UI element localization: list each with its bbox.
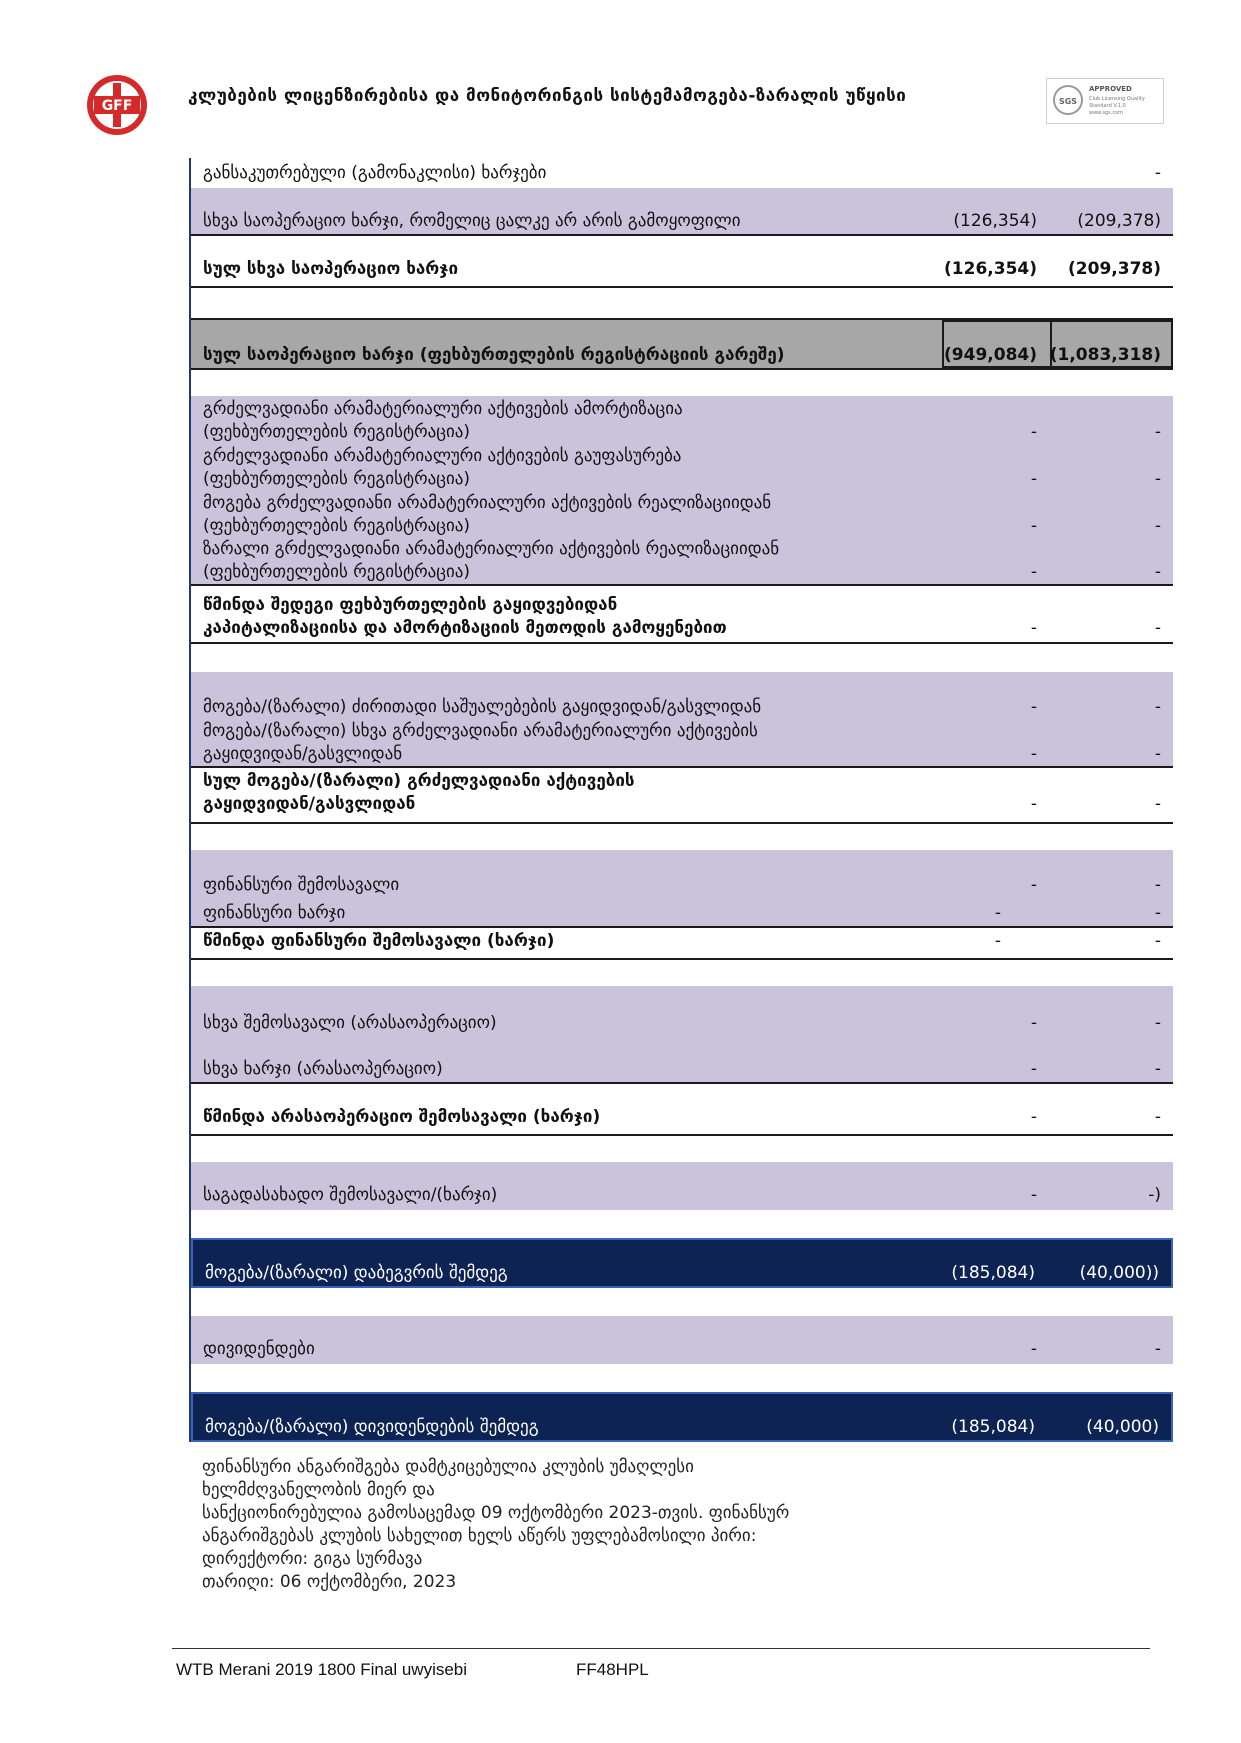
value-prev: (1,083,318) bbox=[1049, 345, 1161, 365]
gff-logo bbox=[86, 74, 148, 136]
row-label: წმინდა ფინანსური შემოსავალი (ხარჯი) bbox=[203, 931, 555, 951]
value-current: (185,084) bbox=[951, 1417, 1035, 1437]
row-label: (ფეხბურთელების რეგისტრაცია) bbox=[203, 469, 471, 489]
value-current: - bbox=[1030, 794, 1037, 814]
sgs-approval-badge bbox=[1046, 78, 1164, 124]
note-line: სანქციონირებულია გამოსაცემად 09 ოქტომბერი 2023-თვის. ფინანსურ bbox=[202, 1503, 790, 1523]
intangible-assets-block bbox=[191, 396, 1173, 584]
document-title: კლუბების ლიცენზირებისა და მონიტორინგის სისტემამოგება-ზარალის უწყისი bbox=[188, 86, 907, 106]
row-label: წმინდა არასაოპერაციო შემოსავალი (ხარჯი) bbox=[203, 1107, 601, 1127]
sgs-detail-line: Club Licensing Quality bbox=[1089, 96, 1145, 102]
row-label: დივიდენდები bbox=[203, 1339, 315, 1359]
row-divider bbox=[191, 642, 1173, 644]
value-prev: - bbox=[1154, 469, 1161, 489]
note-line: ანგარიშგებას კლუბის სახელით ხელს აწერს უფლებამოსილი პირი: bbox=[202, 1526, 757, 1546]
gff-logo-text: GFF bbox=[101, 98, 133, 114]
row-divider bbox=[191, 958, 1173, 960]
sgs-approved-label: APPROVED bbox=[1089, 85, 1132, 93]
footer-filename: WTB Merani 2019 1800 Final uwyisebi bbox=[176, 1660, 468, 1679]
note-line: თარიღი: 06 ოქტომბერი, 2023 bbox=[202, 1572, 457, 1592]
note-line: ფინანსური ანგარიშგება დამტკიცებულია კლუბის უმაღლესი bbox=[202, 1457, 694, 1477]
row-label: გაყიდვიდან/გასვლიდან bbox=[203, 794, 416, 814]
row-other-operating-expense bbox=[191, 188, 1173, 234]
footer-divider bbox=[172, 1648, 1150, 1649]
row-label: სულ მოგება/(ზარალი) გრძელვადიანი აქტივების bbox=[203, 771, 635, 791]
row-label: სულ საოპერაციო ხარჯი (ფეხბურთელების რეგისტრაციის გარეშე) bbox=[203, 345, 785, 365]
value-prev: -) bbox=[1148, 1185, 1161, 1205]
value-current: (126,354) bbox=[953, 211, 1037, 231]
value-current: - bbox=[1030, 469, 1037, 489]
row-label: სულ სხვა საოპერაციო ხარჯი bbox=[203, 259, 459, 279]
sgs-logo: SGS bbox=[1053, 85, 1083, 115]
value-prev: - bbox=[1154, 618, 1161, 638]
value-prev: (40,000) bbox=[1086, 1417, 1159, 1437]
non-operating-block bbox=[191, 986, 1173, 1082]
value-prev: - bbox=[1154, 562, 1161, 582]
row-divider bbox=[191, 1134, 1173, 1136]
value-current: - bbox=[1030, 1339, 1037, 1359]
row-label: სხვა შემოსავალი (არასაოპერაციო) bbox=[203, 1013, 497, 1033]
sgs-detail-line: www.sgs.com bbox=[1089, 110, 1124, 116]
row-profit-after-dividends bbox=[191, 1392, 1173, 1442]
row-total-long-term-disposal bbox=[191, 768, 1173, 822]
note-line: დირექტორი: გიგა სურმავა bbox=[202, 1549, 423, 1569]
finance-block bbox=[191, 850, 1173, 926]
row-net-non-operating-income bbox=[191, 1084, 1173, 1134]
row-label: სხვა ხარჯი (არასაოპერაციო) bbox=[203, 1059, 443, 1079]
value-prev: - bbox=[1154, 422, 1161, 442]
row-net-finance-income bbox=[191, 928, 1173, 958]
row-label: წმინდა შედეგი ფეხბურთელების გაყიდვებიდან bbox=[203, 595, 618, 615]
value-current: - bbox=[1030, 697, 1037, 717]
value-prev: (40,000)) bbox=[1079, 1263, 1159, 1283]
value-prev: - bbox=[1154, 697, 1161, 717]
value-prev: - bbox=[1154, 1013, 1161, 1033]
value-current: (949,084) bbox=[944, 345, 1037, 365]
row-label: (ფეხბურთელების რეგისტრაცია) bbox=[203, 562, 471, 582]
row-net-player-sales-result bbox=[191, 586, 1173, 642]
value-current: - bbox=[1030, 875, 1037, 895]
row-exceptional-expenses bbox=[191, 158, 1173, 188]
value-prev: (209,378) bbox=[1077, 211, 1161, 231]
value-prev: - bbox=[1154, 903, 1161, 923]
row-label: განსაკუთრებული (გამონაკლისი) ხარჯები bbox=[203, 163, 547, 183]
value-current: - bbox=[1030, 618, 1037, 638]
row-label: სხვა საოპერაციო ხარჯი, რომელიც ცალკე არ არის გამოყოფილი bbox=[203, 211, 741, 231]
value-current: - bbox=[994, 903, 1001, 923]
sgs-detail-line: Standard V.1.0 bbox=[1089, 103, 1126, 109]
row-label: გაყიდვიდან/გასვლიდან bbox=[203, 744, 403, 764]
row-label: ფინანსური ხარჯი bbox=[203, 903, 346, 923]
row-label: მოგება გრძელვადიანი არამატერიალური აქტივების რეალიზაციიდან bbox=[203, 493, 772, 513]
value-prev: - bbox=[1154, 1339, 1161, 1359]
value-prev: - bbox=[1154, 1059, 1161, 1079]
row-total-other-operating-expense bbox=[191, 236, 1173, 286]
row-label: საგადასახადო შემოსავალი/(ხარჯი) bbox=[203, 1185, 498, 1205]
row-divider bbox=[191, 286, 1173, 288]
value-prev: - bbox=[1154, 875, 1161, 895]
value-prev: - bbox=[1154, 1107, 1161, 1127]
value-current: - bbox=[1030, 422, 1037, 442]
value-current: - bbox=[1030, 1013, 1037, 1033]
value-prev: - bbox=[1154, 516, 1161, 536]
value-prev: - bbox=[1154, 163, 1161, 183]
row-tax-income-expense bbox=[191, 1162, 1173, 1210]
row-label: გრძელვადიანი არამატერიალური აქტივების ამორტიზაცია bbox=[203, 399, 683, 419]
row-label: გრძელვადიანი არამატერიალური აქტივების გაუფასურება bbox=[203, 446, 682, 466]
value-prev: - bbox=[1154, 744, 1161, 764]
value-prev: - bbox=[1154, 794, 1161, 814]
value-current: - bbox=[1030, 516, 1037, 536]
row-label: მოგება/(ზარალი) ძირითადი საშუალებების გაყიდვიდან/გასვლიდან bbox=[203, 697, 762, 717]
row-label: ზარალი გრძელვადიანი არამატერიალური აქტივების რეალიზაციიდან bbox=[203, 539, 780, 559]
row-label: მოგება/(ზარალი) დაბეგვრის შემდეგ bbox=[205, 1263, 508, 1283]
value-prev: - bbox=[1154, 931, 1161, 951]
row-label: მოგება/(ზარალი) დივიდენდების შემდეგ bbox=[205, 1417, 539, 1437]
row-divider bbox=[191, 822, 1173, 824]
row-label: მოგება/(ზარალი) სხვა გრძელვადიანი არამატერიალური აქტივების bbox=[203, 721, 758, 741]
row-label: კაპიტალიზაციისა და ამორტიზაციის მეთოდის გამოყენებით bbox=[203, 618, 727, 638]
value-prev: (209,378) bbox=[1068, 259, 1161, 279]
row-total-operating-expense bbox=[191, 318, 1173, 370]
row-label: (ფეხბურთელების რეგისტრაცია) bbox=[203, 516, 471, 536]
row-dividends bbox=[191, 1316, 1173, 1364]
value-current: - bbox=[1030, 1185, 1037, 1205]
note-line: ხელმძღვანელობის მიერ და bbox=[202, 1480, 435, 1500]
value-current: (126,354) bbox=[944, 259, 1037, 279]
value-current: - bbox=[1030, 1059, 1037, 1079]
approval-note bbox=[202, 1456, 942, 1594]
value-current: (185,084) bbox=[951, 1263, 1035, 1283]
value-current: - bbox=[1030, 1107, 1037, 1127]
row-profit-after-tax bbox=[191, 1238, 1173, 1288]
footer-code: FF48HPL bbox=[576, 1660, 649, 1679]
value-current: - bbox=[1030, 562, 1037, 582]
row-label: ფინანსური შემოსავალი bbox=[203, 875, 400, 895]
value-current: - bbox=[1030, 744, 1037, 764]
row-label: (ფეხბურთელების რეგისტრაცია) bbox=[203, 422, 471, 442]
value-current: - bbox=[994, 931, 1001, 951]
asset-disposal-block bbox=[191, 672, 1173, 766]
